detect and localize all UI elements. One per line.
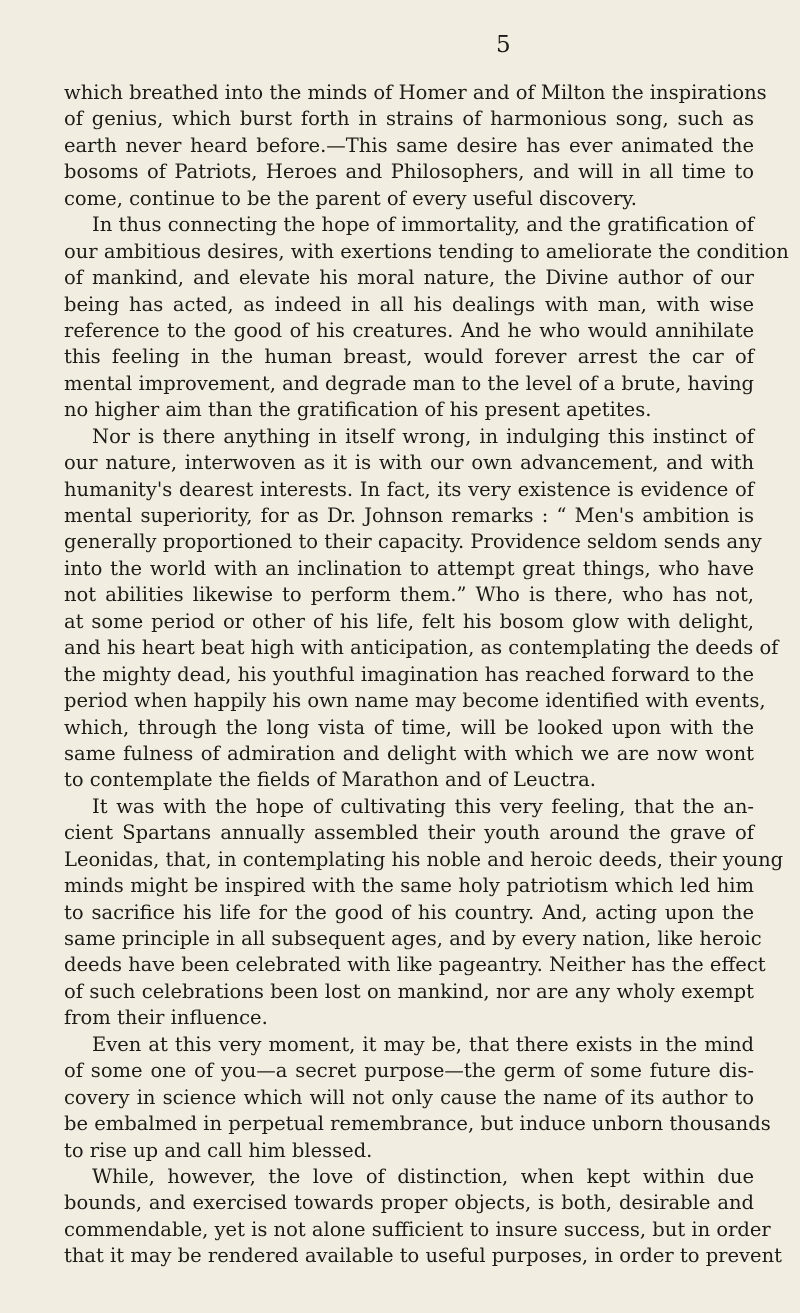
page-number: 5: [496, 32, 511, 58]
text-line: of some one of you—a secret purpose—the germ of some future dis-: [64, 1059, 754, 1083]
text-line: earth never heard before.—This same desire has ever animated the: [64, 133, 754, 157]
text-line: deeds have been celebrated with like pageantry. Neither has the effect: [64, 953, 766, 977]
text-line: humanity's dearest interests. In fact, its very existence is evidence of: [64, 477, 754, 501]
text-line: this feeling in the human breast, would forever arrest the car of: [64, 345, 754, 369]
text-line: our ambitious desires, with exertions tending to ameliorate the condition: [64, 239, 789, 263]
text-line: same fulness of admiration and delight with which we are now wont: [64, 741, 754, 765]
text-line: of mankind, and elevate his moral nature, the Divine author of our: [64, 266, 754, 290]
text-line: Leonidas, that, in contemplating his noble and heroic deeds, their young: [64, 847, 784, 871]
text-line: mental improvement, and degrade man to the level of a brute, having: [64, 371, 754, 395]
text-line: generally proportioned to their capacity. Providence seldom sends any: [64, 530, 762, 554]
text-line: bounds, and exercised towards proper objects, is both, desirable and: [64, 1191, 754, 1215]
text-line: Nor is there anything in itself wrong, in indulging this instinct of: [92, 424, 754, 448]
text-line: of such celebrations been lost on mankind, nor are any wholy exempt: [64, 979, 754, 1003]
text-line: bosoms of Patriots, Heroes and Philosophers, and will in all time to: [64, 160, 754, 184]
body-text: [64, 80, 789, 1270]
text-line: to rise up and call him blessed.: [64, 1138, 373, 1162]
text-line: the mighty dead, his youthful imagination has reached forward to the: [64, 662, 754, 686]
text-line: mental superiority, for as Dr. Johnson remarks : “ Men's ambition is: [64, 504, 754, 527]
text-line: It was with the hope of cultivating this very feeling, that the an-: [92, 794, 754, 818]
text-line: to sacrifice his life for the good of his country. And, acting upon the: [64, 900, 754, 924]
text-line: and his heart beat high with anticipation, as contemplating the deeds of: [64, 636, 779, 660]
text-line: Even at this very moment, it may be, that there exists in the mind: [92, 1032, 754, 1056]
text-line: no higher aim than the gratification of his present apetites.: [64, 398, 652, 422]
text-line: which, through the long vista of time, will be looked upon with the: [64, 715, 754, 739]
text-line: same principle in all subsequent ages, and by every nation, like heroic: [64, 927, 762, 950]
text-line: from their influence.: [64, 1006, 268, 1030]
text-line: being has acted, as indeed in all his dealings with man, with wise: [64, 292, 754, 316]
text-line: covery in science which will not only cause the name of its author to: [64, 1085, 754, 1109]
text-line: period when happily his own name may become identified with events,: [64, 689, 766, 713]
text-line: not abilities likewise to perform them.” Who is there, who has not,: [64, 583, 754, 607]
text-line: commendable, yet is not alone sufficient to insure success, but in order: [64, 1217, 771, 1241]
text-line: reference to the good of his creatures. And he who would annihilate: [64, 318, 754, 342]
text-line: While, however, the love of distinction, when kept within due: [92, 1164, 754, 1188]
text-line: our nature, interwoven as it is with our own advancement, and with: [64, 451, 754, 475]
text-line: that it may be rendered available to useful purposes, in order to prevent: [64, 1244, 782, 1268]
text-line: of genius, which burst forth in strains of harmonious song, such as: [64, 107, 754, 131]
text-line: at some period or other of his life, felt his bosom glow with delight,: [64, 609, 754, 633]
text-line: into the world with an inclination to attempt great things, who have: [64, 556, 754, 580]
text-line: come, continue to be the parent of every useful discovery.: [64, 186, 637, 210]
text-line: minds might be inspired with the same holy patriotism which led him: [64, 874, 754, 898]
text-line: to contemplate the fields of Marathon and of Leuctra.: [64, 768, 596, 792]
text-line: In thus connecting the hope of immortality, and the gratification of: [92, 213, 754, 237]
text-line: which breathed into the minds of Homer and of Milton the inspirations: [64, 81, 767, 104]
text-line: be embalmed in perpetual remembrance, but induce unborn thousands: [64, 1112, 771, 1136]
text-line: cient Spartans annually assembled their youth around the grave of: [64, 821, 754, 845]
